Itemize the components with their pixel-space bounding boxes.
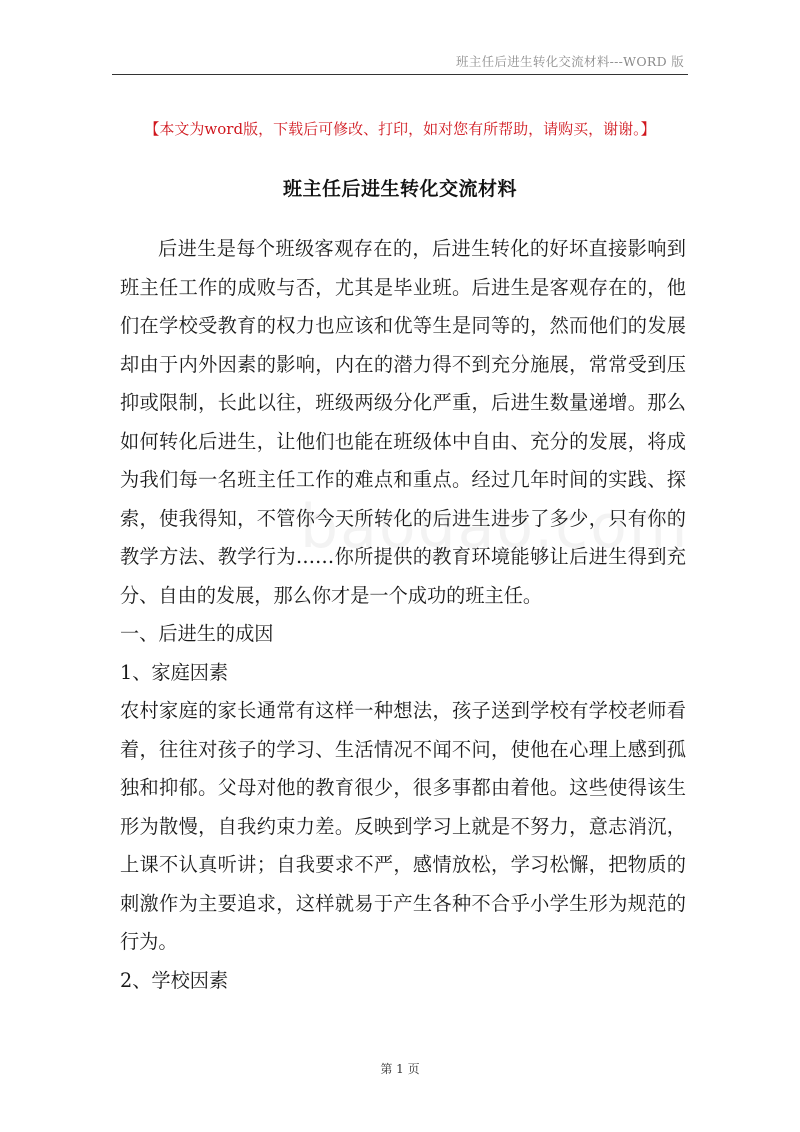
document-title: 班主任后进生转化交流材料 (282, 178, 517, 200)
header-divider (112, 74, 688, 75)
subsection-heading-family: 1、家庭因素 (120, 660, 229, 684)
running-header: 班主任后进生转化交流材料---WORD 版 (456, 54, 684, 69)
document-body (120, 230, 686, 1000)
section-heading: 一、后进生的成因 (120, 622, 274, 645)
purchase-notice: 【本文为word版，下载后可修改、打印，如对您有所帮助，请购买，谢谢。】 (144, 120, 656, 138)
subsection-heading-school: 2、学校因素 (120, 968, 229, 992)
intro-paragraph: 后进生是每个班级客观存在的，后进生转化的好坏直接影响到班主任工作的成败与否，尤其是毕业班。后进生是客观存在的，他们在学校受教育的权力也应该和优等生是同等的，然而他们的发展却由于内外因素的影响，内在的潜力得不到充分施展，常常受到压抑或限制，长此以往，班级两级分化严重，后进生数量递增。那么如何转化后进生，让他们也能在班级体中自由、充分的发展，将成为我们每一名班主任工作的难点和重点。经过几年时间的实践、探索，使我得知，不管你今天所转化的后进生进步了多少，只有你的教学方法、教学行为……你所提供的教育环境能够让后进生得到充分、自由的发展，那么你才是一个成功的班主任。 (120, 237, 686, 607)
page-number: 第 1 页 (380, 1062, 420, 1076)
family-factors-paragraph: 农村家庭的家长通常有这样一种想法，孩子送到学校有学校老师看着，往往对孩子的学习、生活情况不闻不问，使他在心理上感到孤独和抑郁。父母对他的教育很少，很多事都由着他。这些使得该生形为散慢，自我约束力差。反映到学习上就是不努力，意志消沉，上课不认真听讲；自我要求不严，感情放松，学习松懈，把物质的刺激作为主要追求，这样就易于产生各种不合乎小学生形为规范的行为。 (120, 699, 686, 953)
